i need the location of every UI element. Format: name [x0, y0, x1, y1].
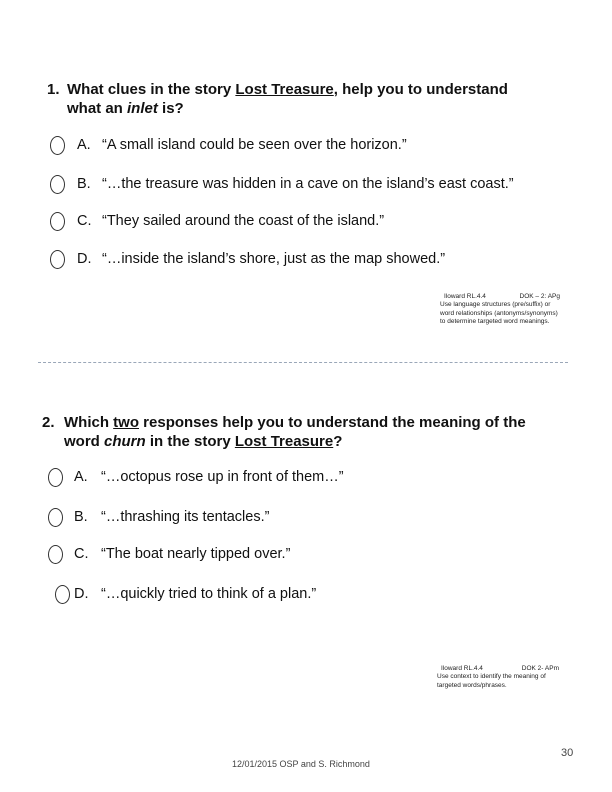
q2-choice-b[interactable]: [48, 507, 468, 529]
standard-box-q2: [435, 664, 565, 696]
choice-letter: D.: [77, 251, 92, 267]
story-title: Lost Treasure: [235, 81, 334, 98]
standard-header: [440, 293, 564, 301]
question-stem-line-1: Which two responses help you to understand the meaning of the: [64, 414, 526, 431]
radio-button[interactable]: [48, 508, 63, 527]
choice-text: “…quickly tried to think of a plan.”: [101, 586, 317, 602]
choice-letter: A.: [74, 469, 88, 485]
q2-choice-a[interactable]: [48, 467, 468, 489]
question-number: 2.: [42, 414, 55, 431]
radio-button[interactable]: [48, 545, 63, 564]
radio-button[interactable]: [50, 175, 65, 194]
q1-choice-d[interactable]: [50, 249, 550, 271]
radio-button[interactable]: [50, 212, 65, 231]
choice-text: “…inside the island’s shore, just as the map showed.”: [102, 251, 446, 267]
emphasis-word: two: [113, 414, 139, 431]
radio-button[interactable]: [50, 250, 65, 269]
standard-code: Iloward RL.4.4: [444, 293, 486, 300]
radio-button[interactable]: [48, 468, 63, 487]
q1-choice-a[interactable]: [50, 135, 550, 157]
dok-level: DOK 2- APm: [521, 665, 559, 672]
choice-letter: C.: [77, 213, 92, 229]
choice-letter: D.: [74, 586, 89, 602]
choice-text: “A small island could be seen over the horizon.”: [102, 137, 407, 153]
question-number: 1.: [47, 81, 60, 98]
radio-button[interactable]: [50, 136, 65, 155]
choice-letter: C.: [74, 546, 89, 562]
q2-choice-c[interactable]: [48, 544, 468, 566]
question-stem-line-1: What clues in the story Lost Treasure, help you to understand: [67, 81, 508, 98]
section-divider: [38, 362, 568, 363]
story-title: Lost Treasure: [234, 433, 334, 450]
choice-text: “…thrashing its tentacles.”: [101, 509, 270, 525]
target-word: churn: [104, 433, 146, 450]
target-word: inlet: [127, 100, 158, 117]
choice-text: “…the treasure was hidden in a cave on the island’s east coast.”: [102, 176, 514, 192]
radio-button[interactable]: [55, 585, 70, 604]
q2-choice-d[interactable]: [55, 584, 475, 606]
question-stem-line-2: word churn in the story Lost Treasure?: [64, 433, 343, 450]
question-stem-line-2: what an inlet is?: [67, 100, 184, 117]
standard-box-q1: [438, 292, 566, 342]
footer-text: 12/01/2015 OSP and S. Richmond: [232, 759, 370, 769]
choice-letter: B.: [74, 509, 88, 525]
choice-text: “…octopus rose up in front of them…”: [101, 469, 344, 485]
q1-choice-c[interactable]: [50, 211, 550, 233]
page-number: 30: [561, 747, 574, 759]
standard-description: Use context to identify the meaning of targeted words/phrases.: [437, 673, 546, 689]
standard-code: Iloward RL.4.4: [441, 665, 483, 672]
dok-level: DOK – 2: APg: [519, 293, 560, 300]
question-2-stem: [42, 413, 572, 453]
standard-description: Use language structures (pre/suffix) or word relationships (antonyms/synonyms) to determine targeted word meanings.: [440, 301, 558, 326]
choice-letter: A.: [77, 137, 91, 153]
choice-text: “The boat nearly tipped over.”: [101, 546, 291, 562]
choice-letter: B.: [77, 176, 91, 192]
question-1-stem: [47, 80, 567, 120]
standard-header: [437, 665, 563, 673]
q1-choice-b[interactable]: [50, 174, 560, 196]
choice-text: “They sailed around the coast of the island.”: [102, 213, 385, 229]
